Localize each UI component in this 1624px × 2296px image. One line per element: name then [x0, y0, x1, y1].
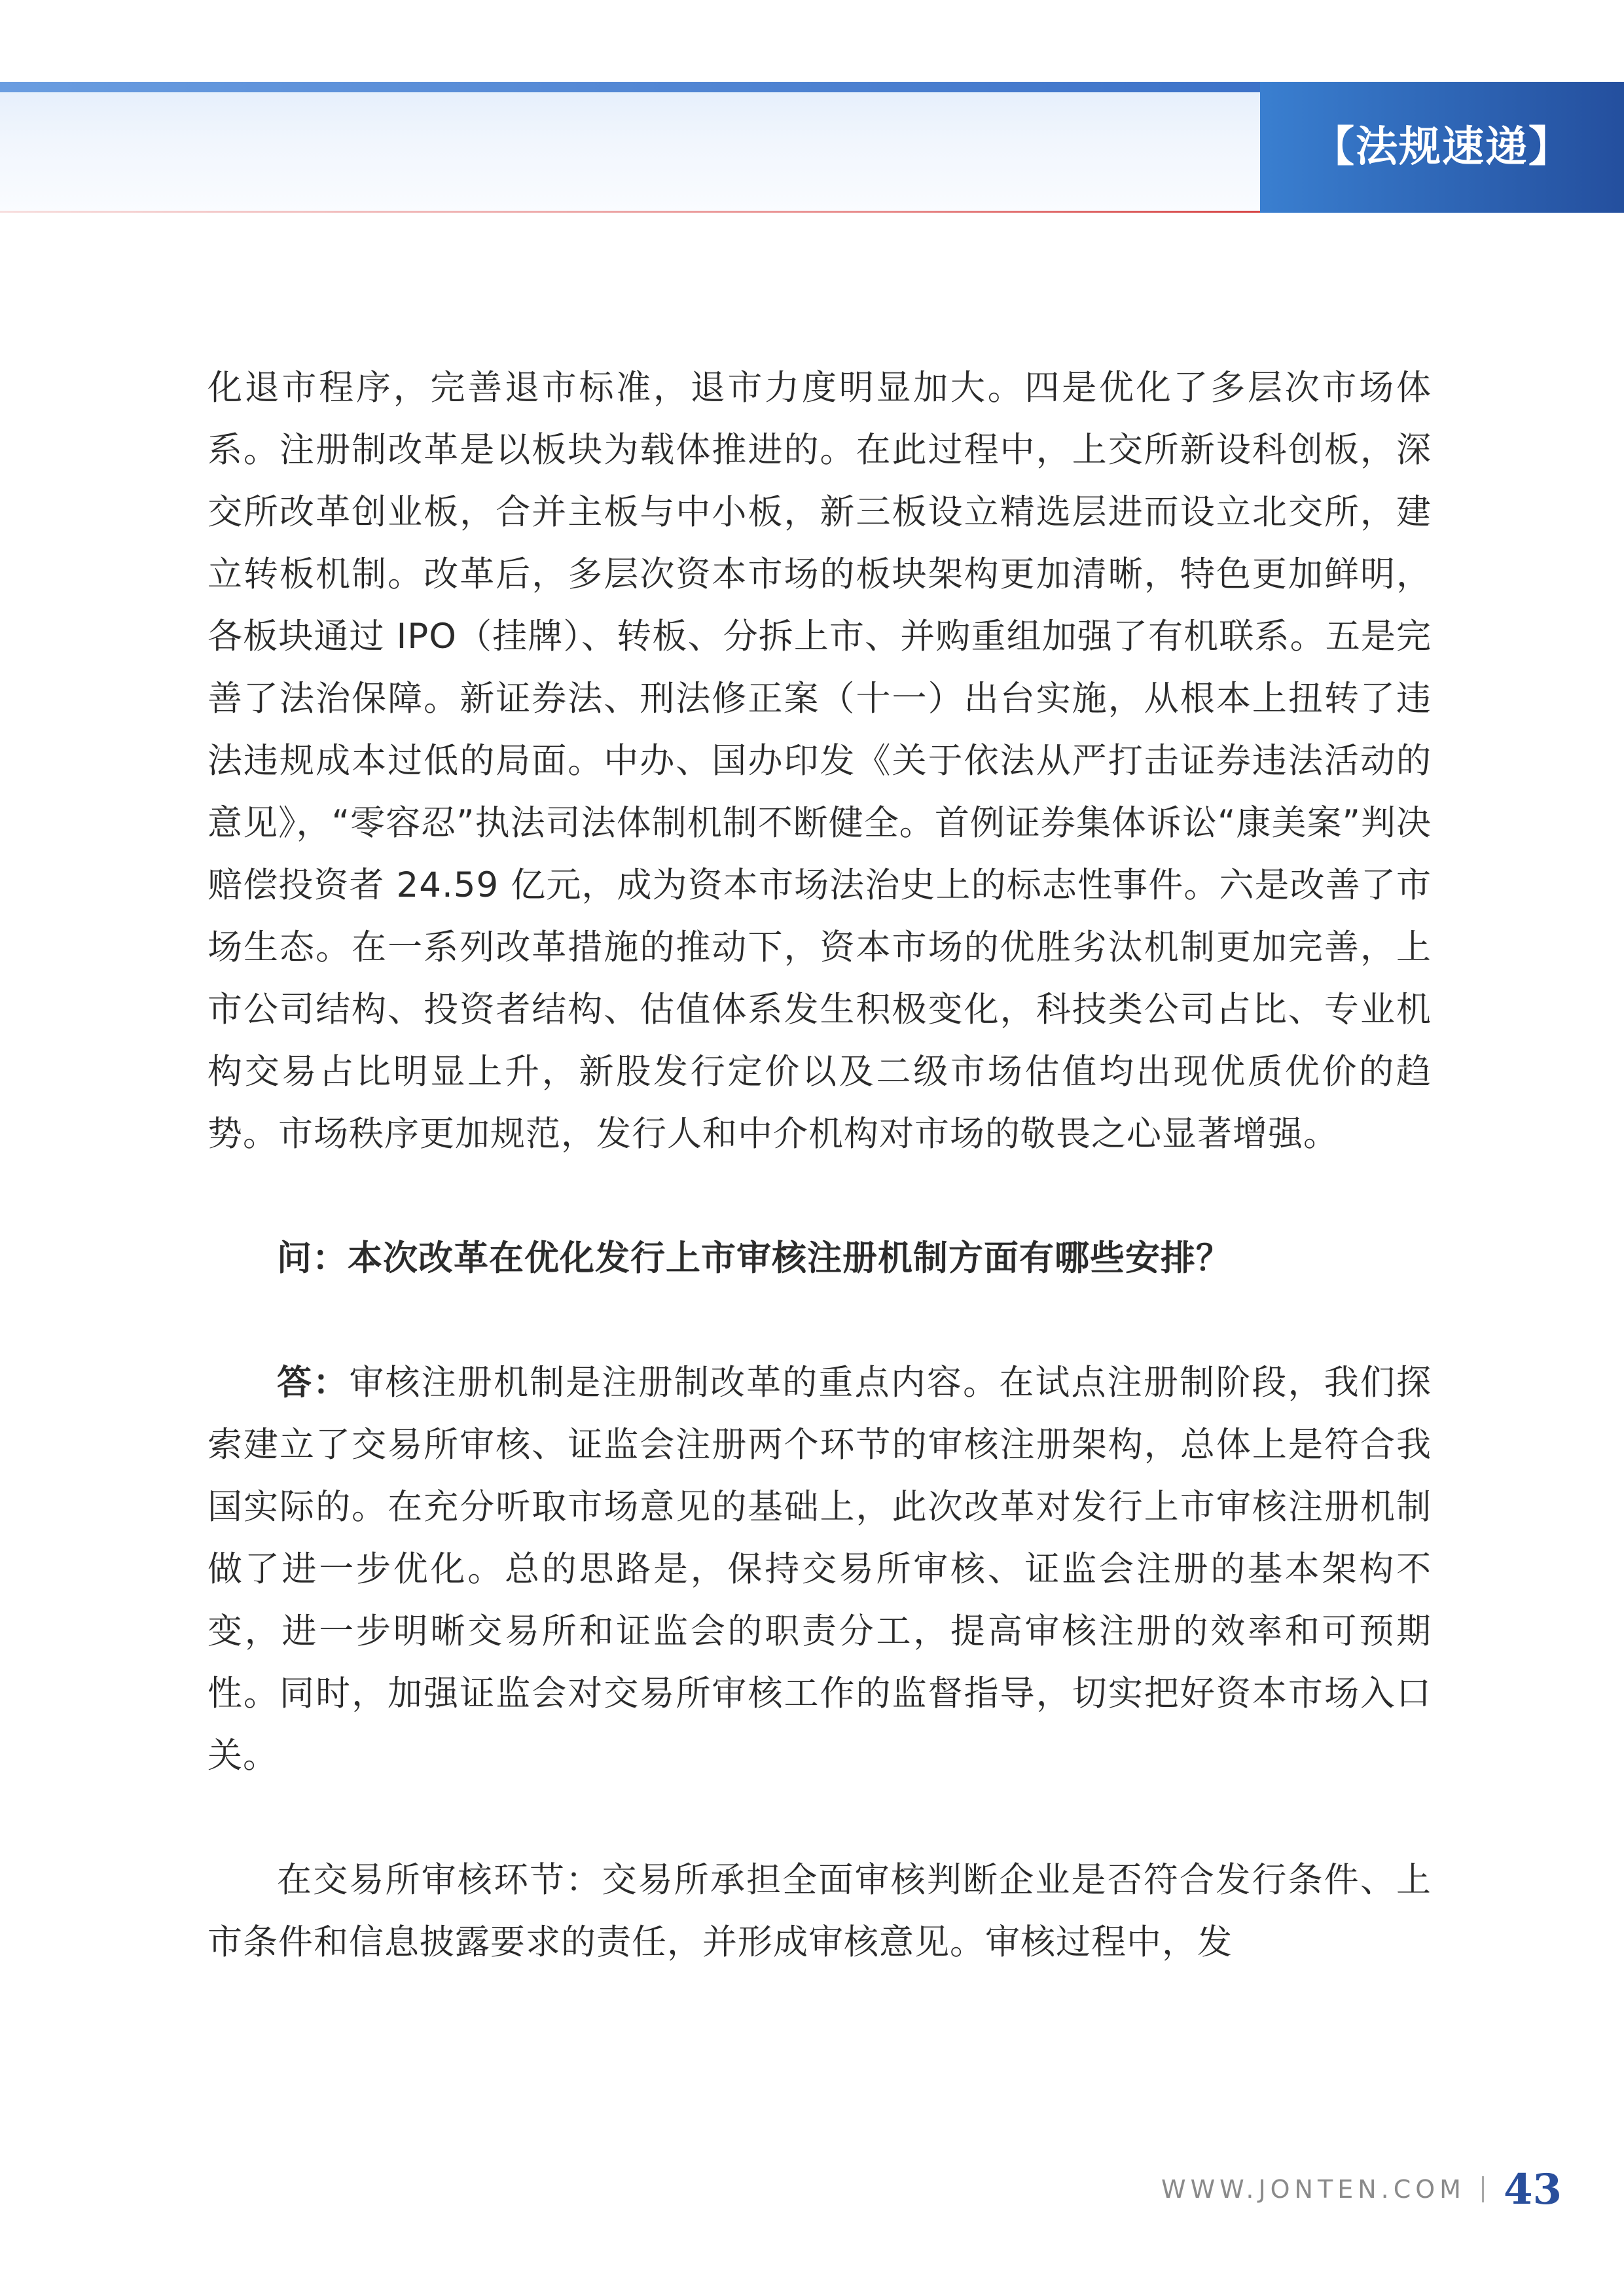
question-heading: 问：本次改革在优化发行上市审核注册机制方面有哪些安排？ — [277, 1238, 1231, 1278]
page-number: 43 — [1503, 2164, 1562, 2214]
answer-label: 答： — [277, 1363, 350, 1403]
answer-paragraph — [208, 1352, 1432, 1787]
section-tag: 【法规速递】 — [1260, 82, 1624, 213]
answer-text: 审核注册机制是注册制改革的重点内容。在试点注册制阶段，我们探索建立了交易所审核、证监会注册两个环节的审核注册架构，总体上是符合我国实际的。在充分听取市场意见的基础上，此次改革对发行上市审核注册机制做了进一步优化。总的思路是，保持交易所审核、证监会注册的基本架构不变，进一步明晰交易所和证监会的职责分工，提高审核注册的效率和可预期性。同时，加强证监会对交易所审核工作的监督指导，切实把好资本市场入口关。 — [208, 1363, 1432, 1776]
header-bottom-rule — [0, 211, 1260, 213]
body-paragraph: 在交易所审核环节：交易所承担全面审核判断企业是否符合发行条件、上市条件和信息披露要求的责任，并形成审核意见。审核过程中，发 — [208, 1860, 1432, 1962]
article-body — [208, 357, 1432, 1973]
footer-divider — [1482, 2176, 1484, 2202]
footer-url: WWW.JONTEN.COM — [1161, 2175, 1466, 2204]
header-band — [0, 82, 1260, 213]
header-top-rule — [0, 82, 1260, 92]
page-footer — [1161, 2160, 1562, 2219]
body-paragraph: 化退市程序，完善退市标准，退市力度明显加大。四是优化了多层次市场体系。注册制改革是以板块为载体推进的。在此过程中，上交所新设科创板，深交所改革创业板，合并主板与中小板，新三板设立精选层进而设立北交所，建立转板机制。改革后，多层次资本市场的板块架构更加清晰，特色更加鲜明，各板块通过 IPO（挂牌）、转板、分拆上市、并购重组加强了有机联系。五是完善了法治保障。新证券法、刑法修正案（十一）出台实施，从根本上扭转了违法违规成本过低的局面。中办、国办印发《关于依法从严打击证券违法活动的意见》，“零容忍”执法司法体制机制不断健全。首例证券集体诉讼“康美案”判决赔偿投资者 24.59 亿元，成为资本市场法治史上的标志性事件。六是改善了市场生态。在一系列改革措施的推动下，资本市场的优胜劣汰机制更加完善，上市公司结构、投资者结构、估值体系发生积极变化，科技类公司占比、专业机构交易占比明显上升，新股发行定价以及二级市场估值均出现优质优价的趋势。市场秩序更加规范，发行人和中介机构对市场的敬畏之心显著增强。 — [208, 368, 1432, 1154]
